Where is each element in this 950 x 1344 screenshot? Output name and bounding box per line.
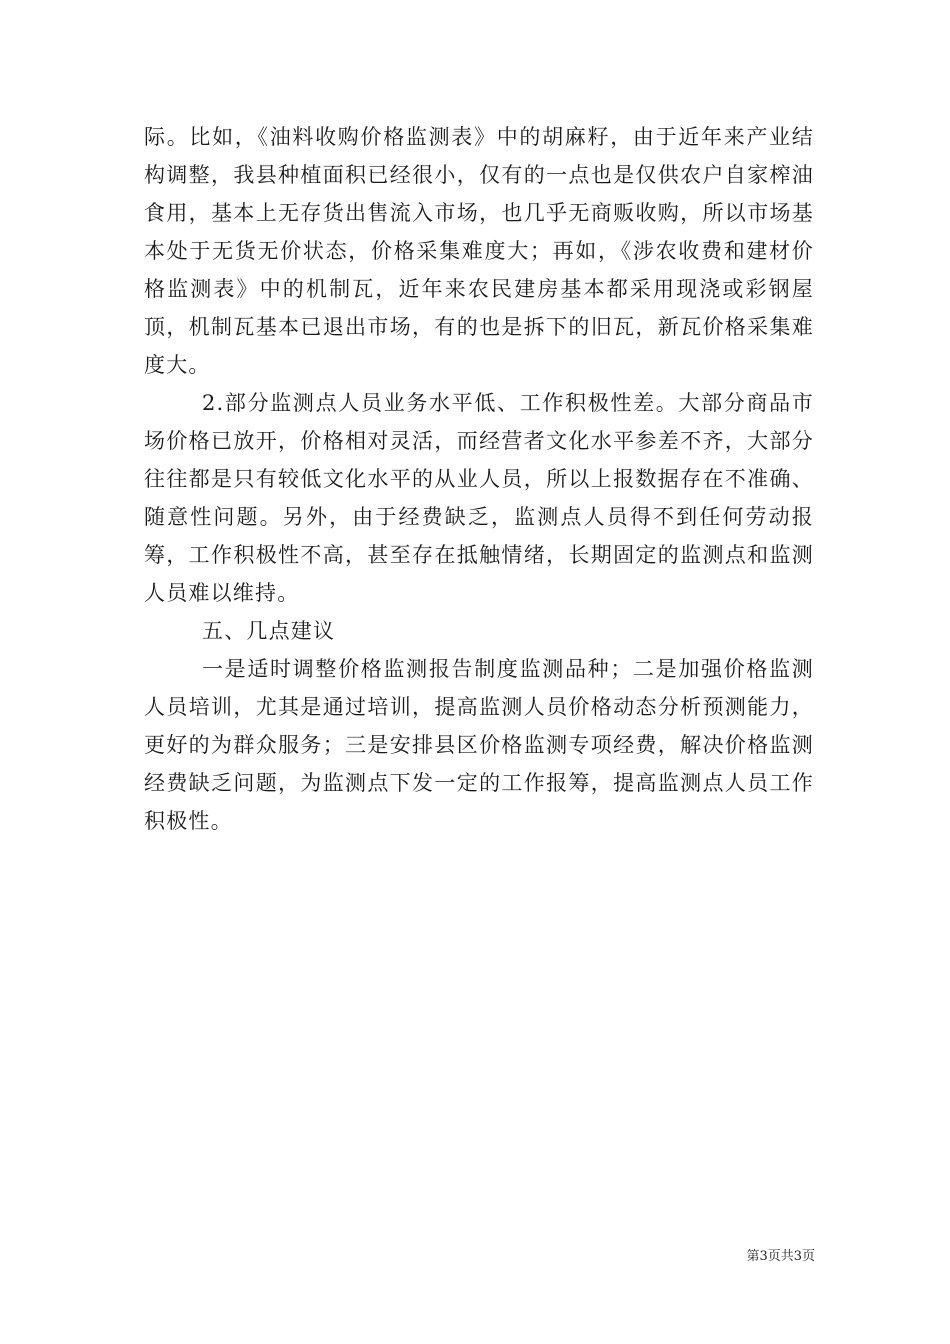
document-body [144, 118, 814, 840]
paragraph-point-2: 2.部分监测点人员业务水平低、工作积极性差。大部分商品市场价格已放开，价格相对灵活，而经营者文化水平参差不齐，大部分往往都是只有较低文化水平的从业人员，所以上报数据存在不准确、随意性问题。另外，由于经费缺乏，监测点人员得不到任何劳动报筹，工作积极性不高，甚至存在抵触情绪，长期固定的监测点和监测人员难以维持。 [144, 391, 814, 605]
page-number-footer: 第3页共3页 [746, 1249, 815, 1264]
section-heading-suggestions: 五、几点建议 [202, 619, 336, 643]
paragraph-continuation: 际。比如，《油料收购价格监测表》中的胡麻籽，由于近年来产业结构调整，我县种植面积已经很小，仅有的一点也是仅供农户自家榨油食用，基本上无存货出售流入市场，也几乎无商贩收购，所以市场基本处于无货无价状态，价格采集难度大；再如，《涉农收费和建材价格监测表》中的机制瓦，近年来农民建房基本都采用现浇或彩钢屋顶，机制瓦基本已退出市场，有的也是拆下的旧瓦，新瓦价格采集难度大。 [144, 125, 814, 377]
paragraph-suggestions: 一是适时调整价格监测报告制度监测品种；二是加强价格监测人员培训，尤其是通过培训，提高监测人员价格动态分析预测能力，更好的为群众服务；三是安排县区价格监测专项经费，解决价格监测经费缺乏问题，为监测点下发一定的工作报筹，提高监测点人员工作积极性。 [144, 657, 814, 833]
